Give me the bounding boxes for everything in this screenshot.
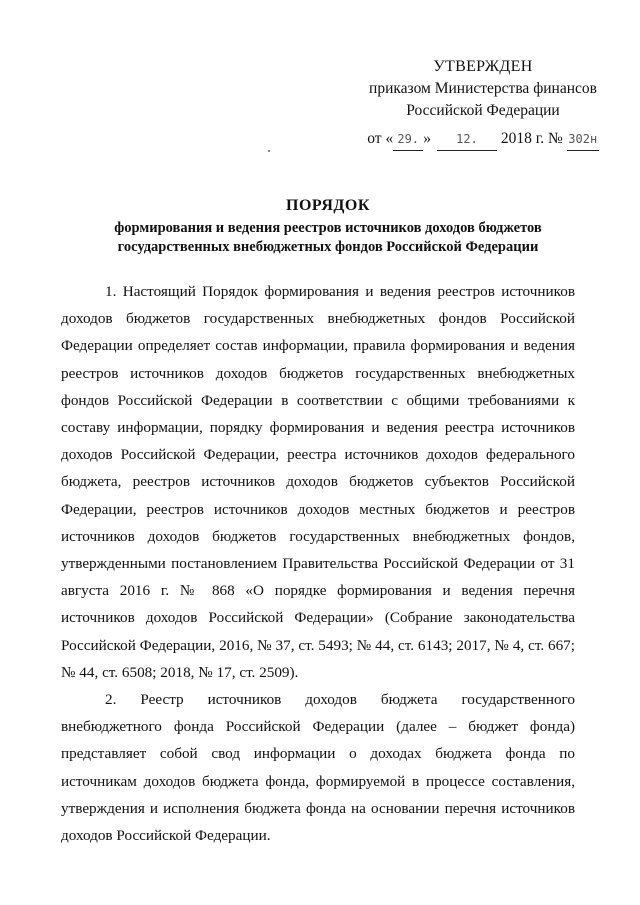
document-subtitle-line-1: формирования и ведения реестров источников доходов бюджетов xyxy=(114,220,542,236)
approval-title: УТВЕРЖДЕН xyxy=(433,58,533,75)
handwritten-order-number: 302н xyxy=(567,128,599,151)
approval-authority-country: Российской Федерации xyxy=(406,102,560,119)
date-quote-close: » xyxy=(423,130,431,147)
date-year: 2018 г. № xyxy=(500,130,563,147)
paragraph-2: 2. Реестр источников доходов бюджета государственного внебюджетного фонда Российской Федерации (далее – бюджет фонда) представляет собой свод информации о доходах бюджета фонда по источникам доходов бюджета фонда, формируемой в процессе составления, утверждения и исполнения бюджета фонда на основании перечня источников доходов Российской Федерации. xyxy=(61,691,575,845)
approval-stamp xyxy=(318,56,618,151)
document-body xyxy=(61,278,575,849)
approval-authority: приказом Министерства финансов xyxy=(369,80,597,97)
approval-date-line xyxy=(348,128,618,151)
document-heading xyxy=(60,197,596,257)
date-prefix: от « xyxy=(367,130,394,147)
paragraph-1: 1. Настоящий Порядок формирования и ведения реестров источников доходов бюджетов государственных внебюджетных фондов Российской Федерации определяет состав информации, правила формирования и ведения реестров источников доходов бюджетов государственных внебюджетных фондов Российской Федерации в соответствии с общими требованиями к составу информации, порядку формирования и ведения реестра источников доходов Российской Федерации, реестра источников доходов федерального бюджета, реестров источников доходов бюджетов субъектов Российской Федерации, реестров источников доходов местных бюджетов и реестров источников доходов бюджетов государственных внебюджетных фондов, утвержденными постановлением Правительства Российской Федерации от 31 августа 2016 г. № 868 «О порядке формирования и ведения перечня источников доходов Российской Федерации» (Собрание законодательства Российской Федерации, 2016, № 37, ст. 5493; № 44, ст. 6143; 2017, № 4, ст. 667; № 44, ст. 6508; 2018, № 17, ст. 2509). xyxy=(61,283,575,681)
document-title: ПОРЯДОК xyxy=(286,197,370,214)
handwritten-month: 12. xyxy=(437,128,497,151)
document-subtitle-line-2: государственных внебюджетных фондов Российской Федерации xyxy=(117,239,539,255)
scan-speck xyxy=(268,150,270,152)
handwritten-day: 29. xyxy=(393,128,423,151)
